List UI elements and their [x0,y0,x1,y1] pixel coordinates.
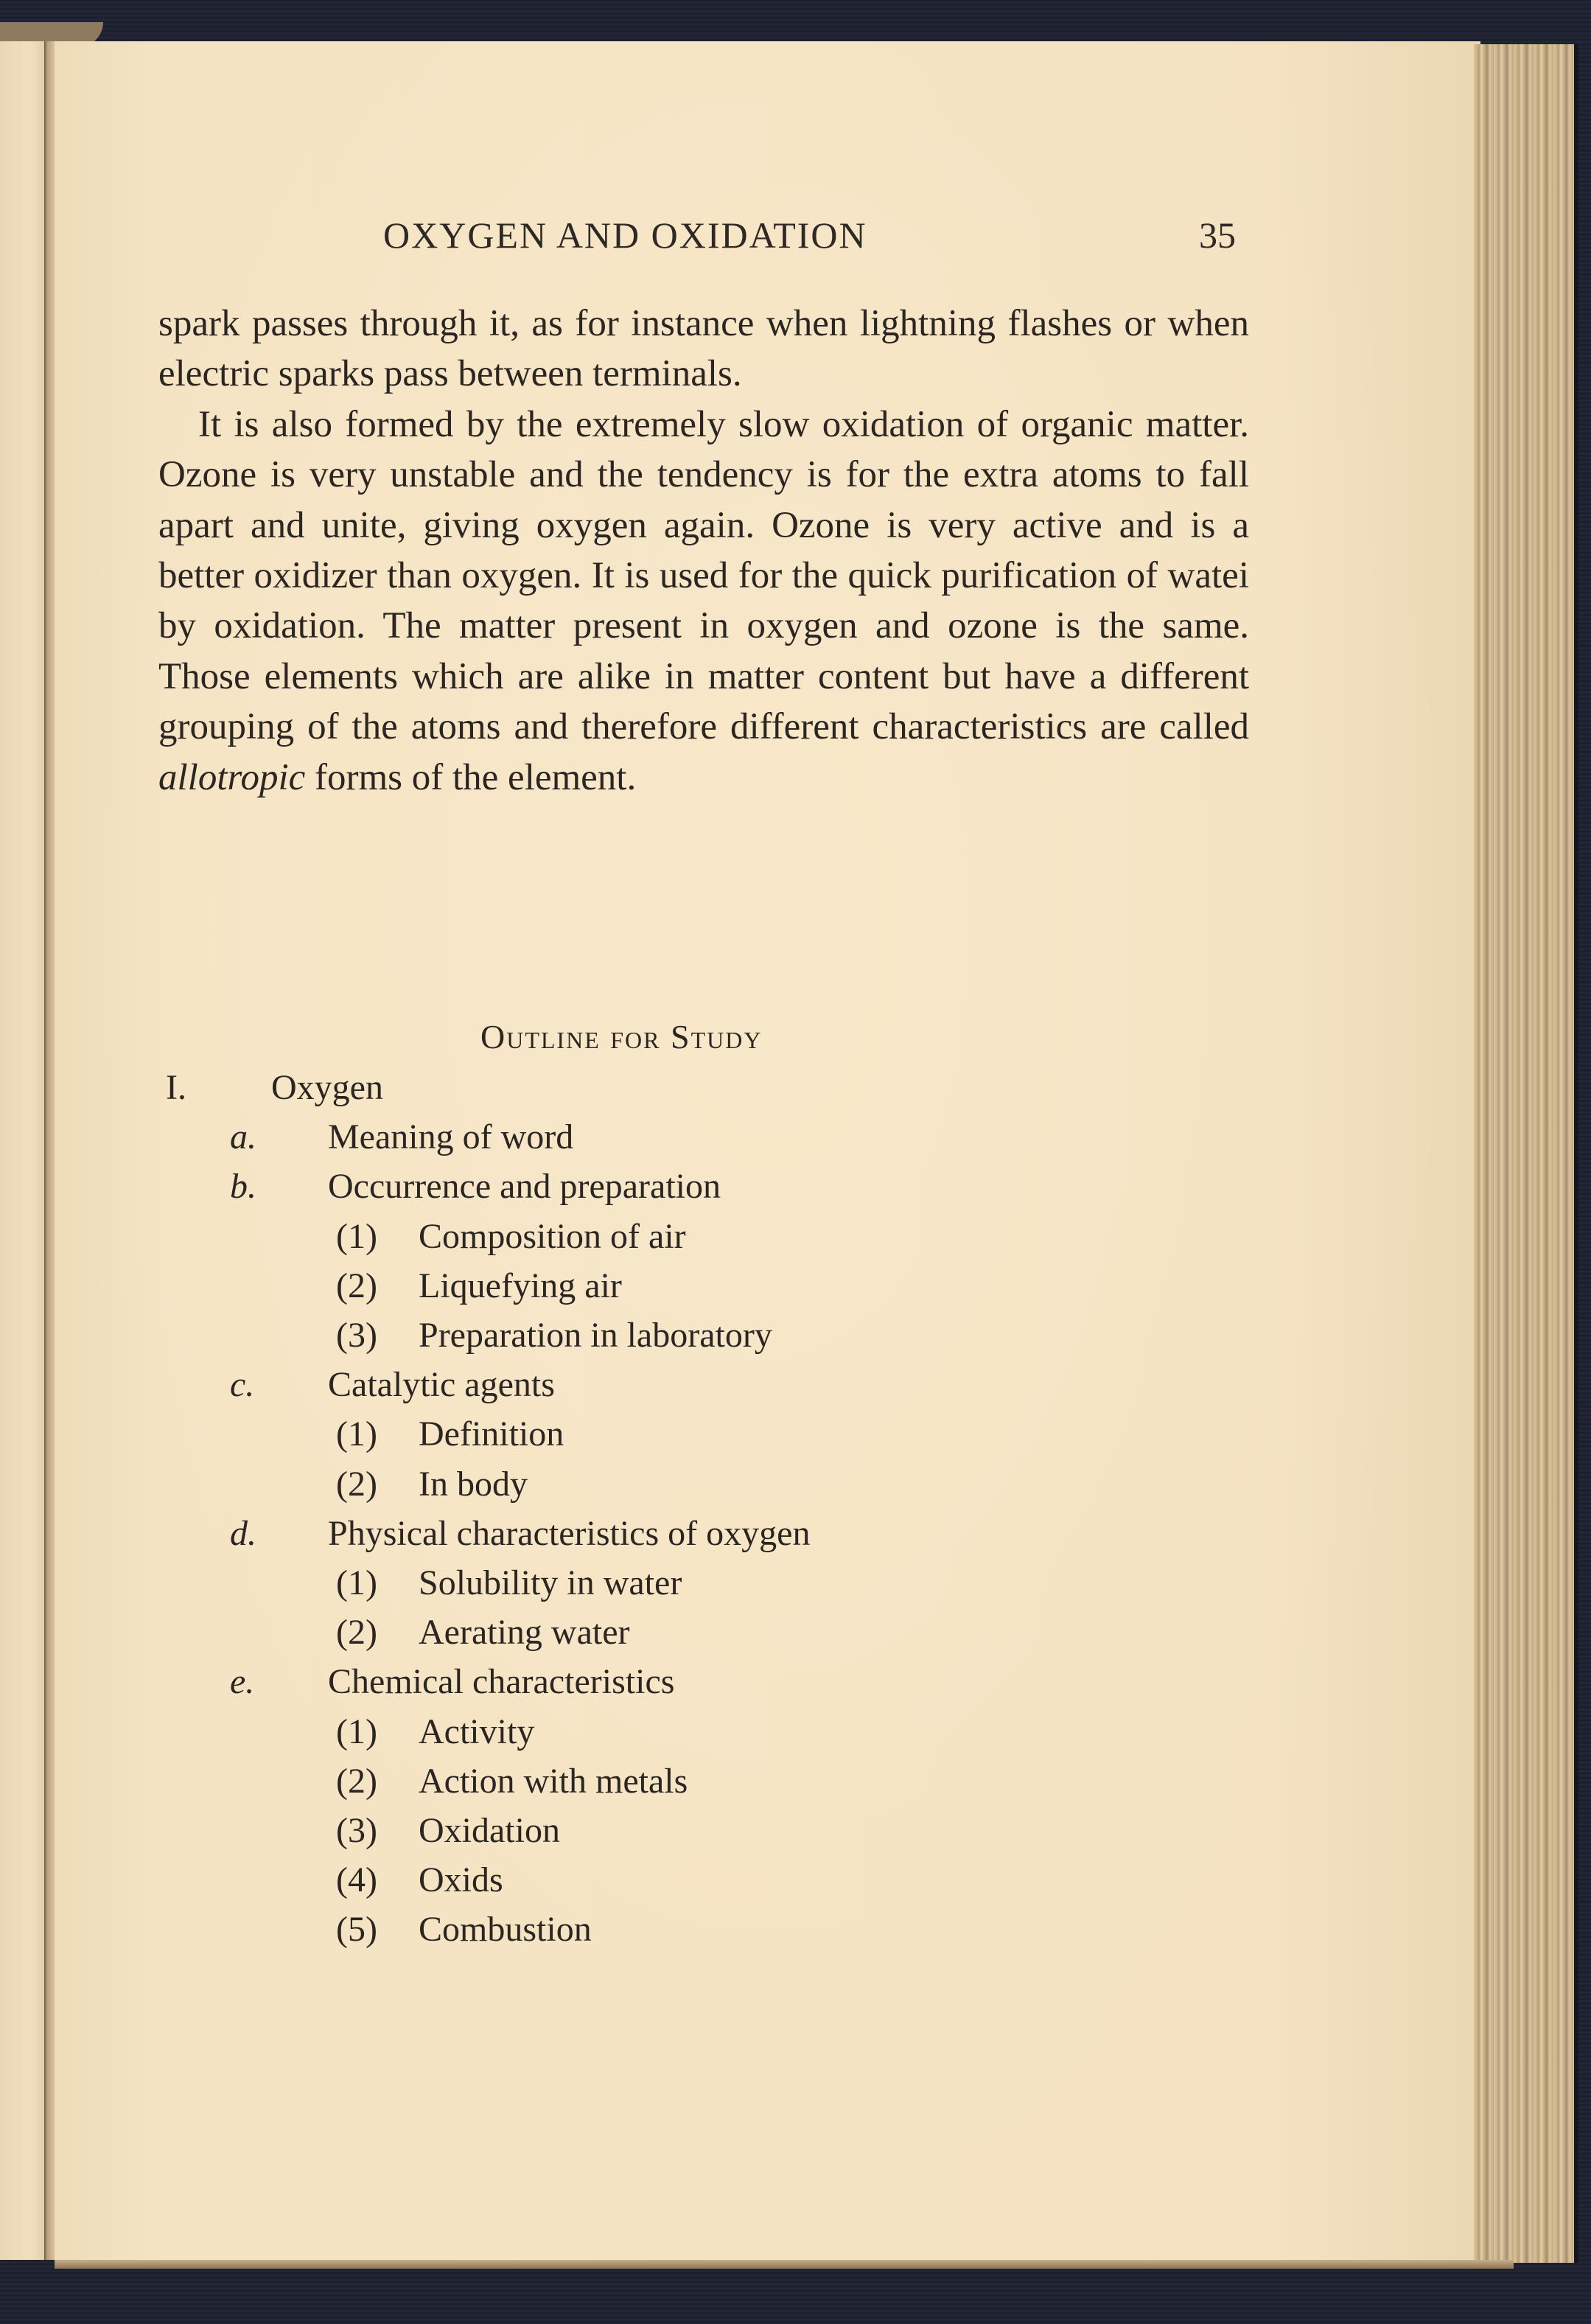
outline-item-marker: b. [230,1167,256,1207]
outline-item-label: Aerating water [419,1613,630,1653]
outline-item-marker: e. [230,1662,255,1702]
outline-item-marker: (2) [336,1464,377,1504]
outline-item-label: Solubility in water [419,1563,682,1602]
outline-item-marker: (1) [336,1216,377,1256]
outline-item-marker: (2) [336,1613,377,1653]
outline-item-label: Preparation in laboratory [419,1316,772,1355]
outline-item-label: Oxygen [271,1068,383,1107]
paragraph-2-text-end: forms of the element. [305,756,637,798]
book-gutter [44,41,55,2260]
outline-item-label: Meaning of word [328,1117,574,1157]
outline-item-label: Definition [419,1414,564,1454]
outline-item-marker: I. [166,1068,186,1107]
outline-item-marker: (3) [336,1316,377,1355]
outline-title: Outline for Study [480,1018,763,1055]
outline-item-label: Occurrence and preparation [328,1167,721,1207]
outline-item-marker: a. [230,1117,256,1157]
outline-item-label: In body [419,1464,528,1504]
outline-item-marker: (1) [336,1711,377,1751]
outline-item-label: Chemical characteristics [328,1662,675,1702]
outline-item-label: Oxids [419,1860,503,1900]
outline-item-marker: (3) [336,1811,377,1850]
page-stack-fore-edge [1474,44,1578,2263]
outline-item-label: Liquefying air [419,1266,622,1305]
paragraph-1 [158,299,1249,399]
body-text [158,299,1249,803]
paragraph-2-text: It is also formed by the extremely slow oxidation of organic matter. Ozone is very unstable and the tendency is for the extra atoms to fall apart and unite, giving oxygen again. Ozone is very active and is a better oxidizer than oxygen. It is used for the quick purification of watei by oxidation. The matter present in oxygen and ozone is the same. Those elements which are alike in matter content but have a different grouping of the atoms and therefore different characteristics are called [158,403,1249,748]
outline-item-label: Catalytic agents [328,1365,555,1405]
outline-item-marker: (2) [336,1761,377,1801]
emphasized-term: allotropic [158,756,306,798]
page-number: 35 [1199,214,1236,256]
paragraph-2 [158,399,1249,803]
outline-item-label: Physical characteristics of oxygen [328,1513,811,1553]
outline-item-marker: (1) [336,1563,377,1602]
page-bottom-edge [55,2260,1514,2269]
paragraph-1-text: spark passes through it, as for instance when lightning flashes or when electric sparks pass between terminals. [158,303,1249,395]
outline-item-marker: (4) [336,1860,377,1900]
outline-item-marker: (5) [336,1910,377,1950]
outline-item-marker: (1) [336,1414,377,1454]
outline-item-marker: d. [230,1513,256,1553]
outline-item-label: Action with metals [419,1761,688,1801]
outline-item-label: Composition of air [419,1216,686,1256]
outline-item-marker: c. [230,1365,255,1405]
left-facing-page-edge [0,41,44,2260]
outline-item-label: Oxidation [419,1811,560,1850]
outline-item-label: Activity [419,1711,535,1751]
running-head: OXYGEN AND OXIDATION [383,214,867,256]
outline-item-label: Combustion [419,1910,592,1950]
outline-item-marker: (2) [336,1266,377,1305]
